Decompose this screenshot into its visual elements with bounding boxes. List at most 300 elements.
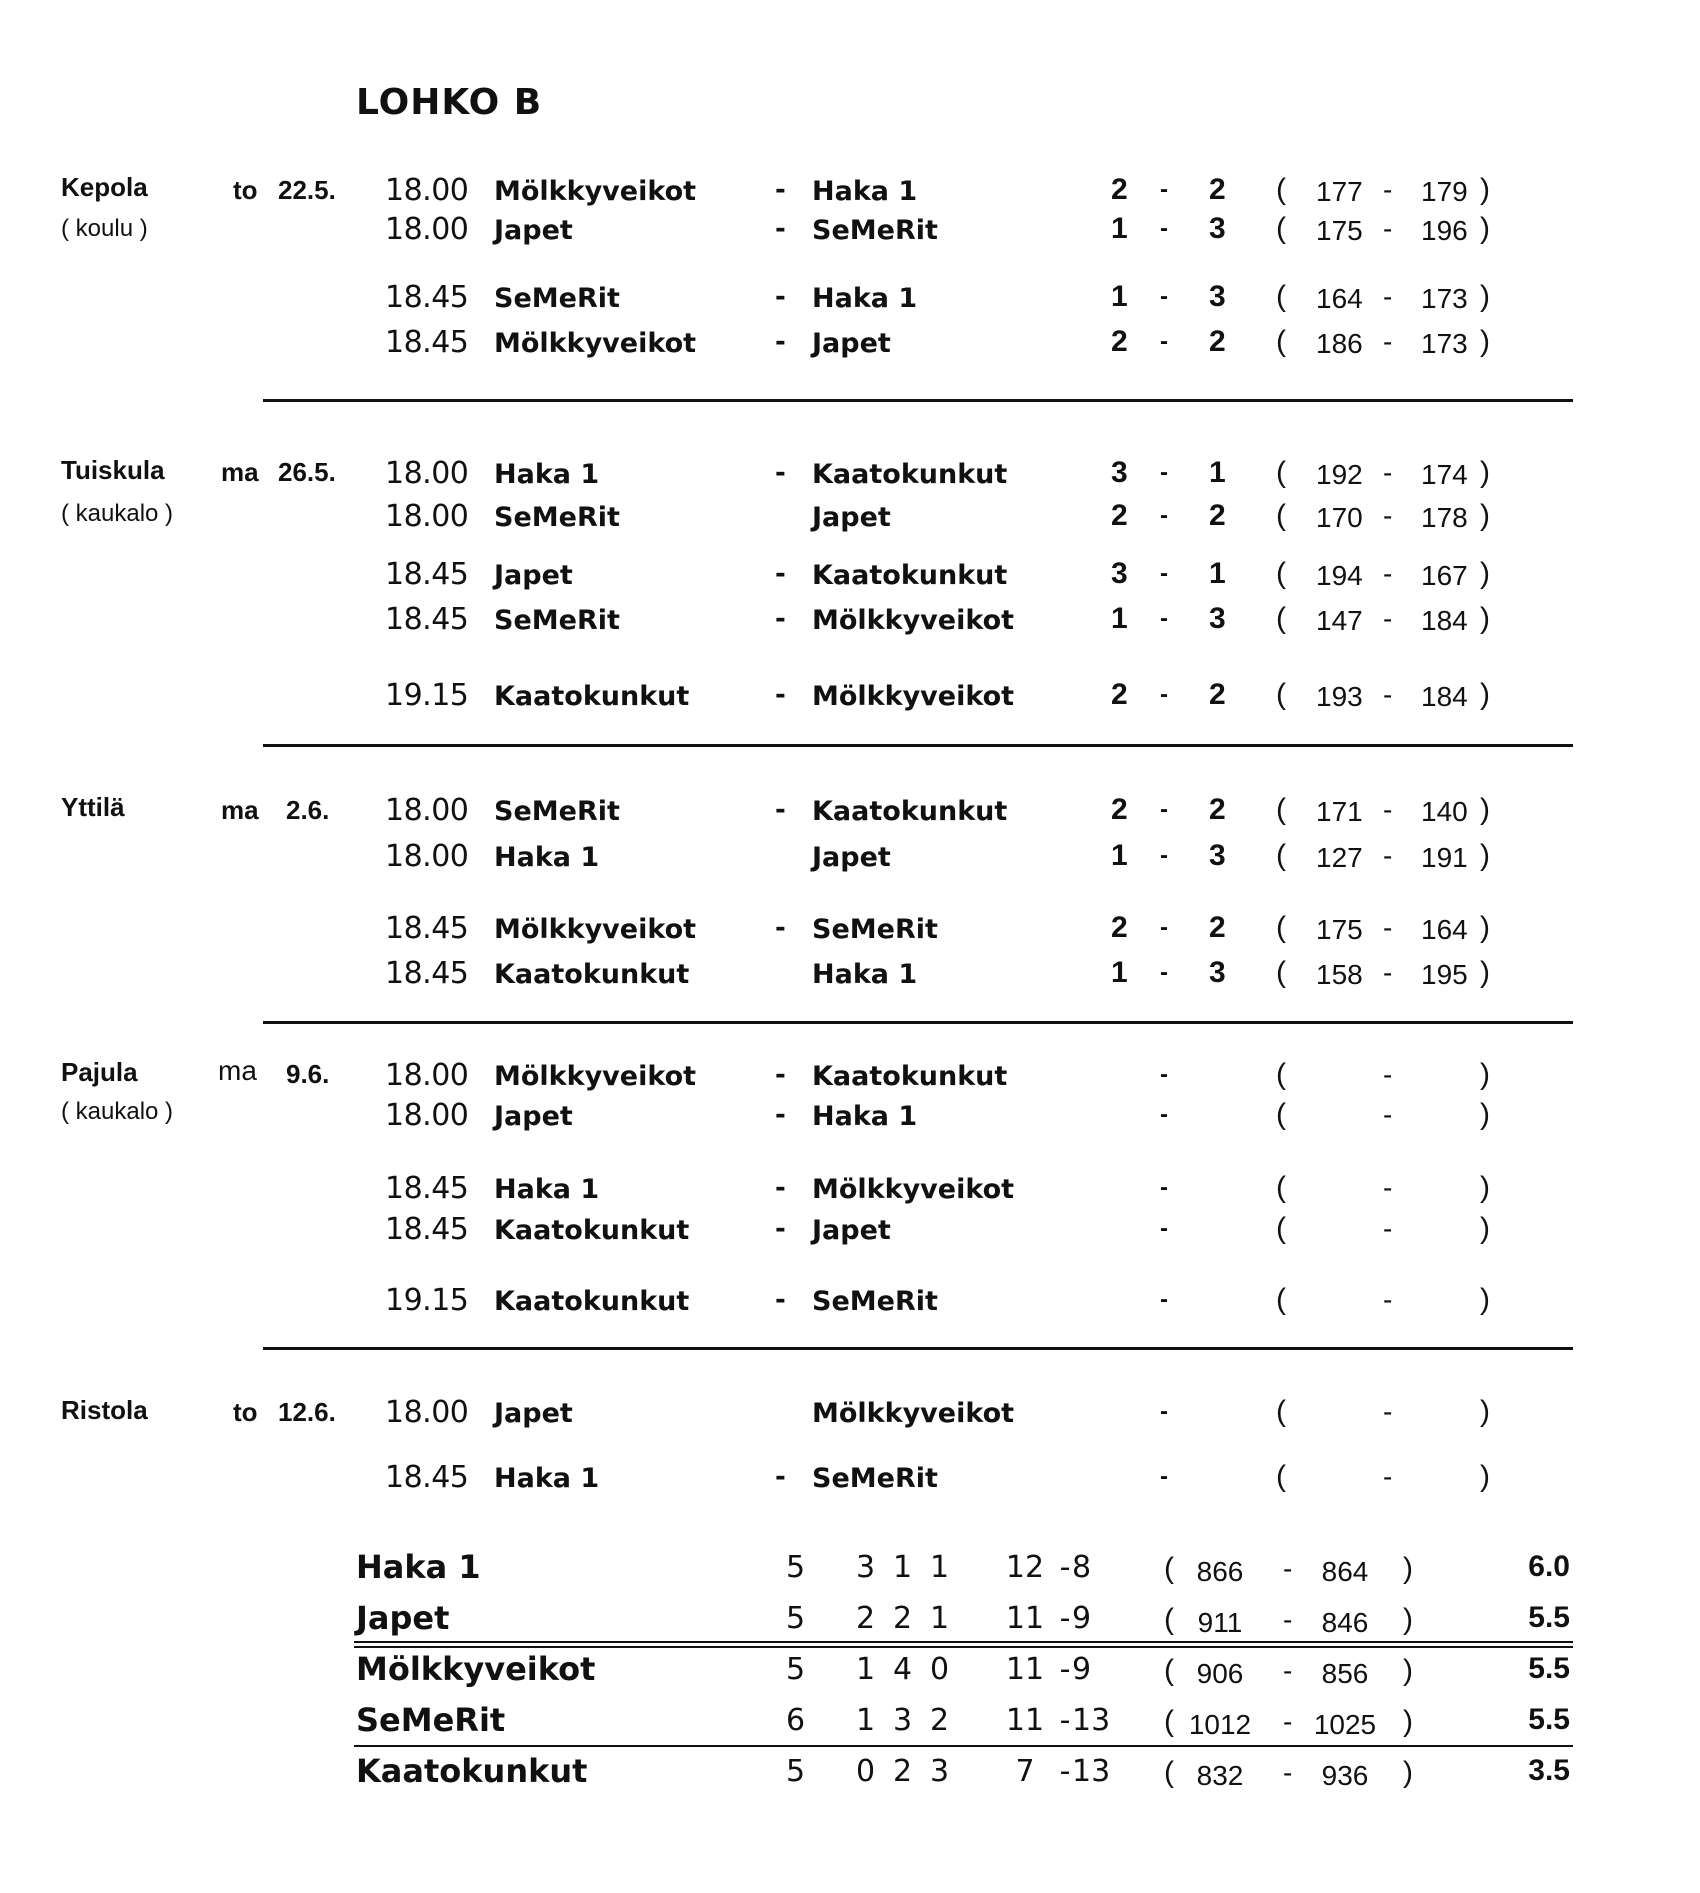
score-separator: - [1160, 283, 1168, 310]
paren-open: ( [1276, 1212, 1286, 1245]
match-time: 18.45 [385, 557, 469, 592]
team-separator: - [775, 1214, 786, 1244]
venue-note: ( kaukalo ) [61, 500, 174, 527]
games-separator: - [1059, 1550, 1071, 1585]
away-team: Mölkkyveikot [812, 681, 1015, 712]
paren-close: ) [1480, 1460, 1490, 1493]
score-separator: - [1160, 215, 1168, 242]
score-home: 2 [1111, 793, 1128, 826]
venue-name: Yttilä [61, 792, 125, 822]
points-separator: - [1383, 1461, 1393, 1492]
points-away: 179 [1421, 176, 1468, 207]
home-team: Haka 1 [494, 1463, 600, 1494]
games-for: 12 [1005, 1550, 1045, 1585]
points-home: 177 [1316, 176, 1363, 207]
score-away: 3 [1209, 602, 1226, 635]
match-time: 18.45 [385, 325, 469, 360]
games-separator: - [1059, 1652, 1071, 1687]
team-separator: - [775, 604, 786, 634]
games-against: 13 [1072, 1703, 1111, 1738]
points-away: 140 [1421, 796, 1468, 827]
points-separator: - [1383, 1172, 1393, 1203]
team-separator: - [775, 559, 786, 589]
match-time: 18.00 [385, 212, 469, 247]
score-away: 2 [1209, 911, 1226, 944]
stat-losses: 2 [930, 1703, 950, 1738]
score-separator: - [1160, 1061, 1168, 1088]
stat-losses: 0 [930, 1652, 950, 1687]
points-away: 184 [1421, 681, 1468, 712]
games-against: 8 [1072, 1550, 1092, 1585]
points-home: 158 [1316, 959, 1363, 990]
home-team: Kaatokunkut [494, 681, 690, 712]
team-separator: - [775, 175, 786, 205]
weekday: to [233, 1397, 258, 1427]
home-team: Japet [494, 1101, 573, 1132]
paren-open: ( [1164, 1756, 1174, 1789]
points-separator: - [1383, 794, 1393, 825]
section-divider [263, 1347, 1573, 1350]
paren-open: ( [1276, 911, 1286, 944]
points-away: 173 [1421, 328, 1468, 359]
match-time: 19.15 [385, 678, 469, 713]
paren-close: ) [1480, 678, 1490, 711]
total-points: 5.5 [1528, 1703, 1570, 1736]
home-team: Japet [494, 1398, 573, 1429]
score-separator: - [1160, 1101, 1168, 1128]
home-team: Haka 1 [494, 842, 600, 873]
away-team: Japet [812, 1215, 891, 1246]
team-name: Japet [356, 1599, 450, 1637]
match-time: 18.45 [385, 602, 469, 637]
home-team: SeMeRit [494, 796, 620, 827]
games-for: 11 [1005, 1652, 1045, 1687]
away-team: Haka 1 [812, 283, 918, 314]
total-points: 5.5 [1528, 1601, 1570, 1634]
away-team: SeMeRit [812, 1286, 938, 1317]
points-separator: - [1383, 174, 1393, 205]
score-away: 3 [1209, 280, 1226, 313]
home-team: Kaatokunkut [494, 959, 690, 990]
match-time: 18.00 [385, 173, 469, 208]
score-separator: - [1160, 681, 1168, 708]
paren-open: ( [1276, 173, 1286, 206]
team-separator: - [775, 282, 786, 312]
standings-divider [354, 1646, 1573, 1648]
points-separator: - [1383, 1284, 1393, 1315]
venue-name: Kepola [61, 172, 148, 202]
points-separator: - [1383, 457, 1393, 488]
total-points: 6.0 [1528, 1550, 1570, 1583]
games-for: 11 [1005, 1601, 1045, 1636]
team-name: SeMeRit [356, 1701, 506, 1739]
games-against: 13 [1072, 1754, 1111, 1789]
paren-open: ( [1276, 678, 1286, 711]
paren-close: ) [1480, 1058, 1490, 1091]
paren-open: ( [1164, 1705, 1174, 1738]
score-home: 2 [1111, 678, 1128, 711]
paren-close: ) [1480, 280, 1490, 313]
home-team: Japet [494, 215, 573, 246]
score-home: 1 [1111, 280, 1128, 313]
score-separator: - [1160, 459, 1168, 486]
away-team: SeMeRit [812, 1463, 938, 1494]
paren-close: ) [1480, 602, 1490, 635]
score-away: 3 [1209, 212, 1226, 245]
match-time: 19.15 [385, 1283, 469, 1318]
paren-close: ) [1480, 212, 1490, 245]
score-away: 2 [1209, 499, 1226, 532]
paren-close: ) [1480, 1395, 1490, 1428]
paren-open: ( [1276, 280, 1286, 313]
team-separator: - [775, 795, 786, 825]
team-separator: - [775, 913, 786, 943]
match-time: 18.45 [385, 280, 469, 315]
points-against: 936 [1321, 1760, 1369, 1791]
score-separator: - [1160, 1215, 1168, 1242]
score-separator: - [1160, 796, 1168, 823]
points-separator: - [1383, 912, 1393, 943]
points-against: 864 [1321, 1556, 1369, 1587]
score-separator: - [1160, 502, 1168, 529]
score-separator: - [1160, 959, 1168, 986]
total-points: 5.5 [1528, 1652, 1570, 1685]
points-home: 171 [1316, 796, 1363, 827]
points-separator: - [1383, 326, 1393, 357]
team-separator: - [775, 458, 786, 488]
stat-wins: 1 [856, 1703, 876, 1738]
paren-close: ) [1480, 499, 1490, 532]
match-date: 2.6. [286, 795, 330, 825]
paren-close: ) [1480, 1212, 1490, 1245]
match-date: 9.6. [286, 1059, 330, 1089]
match-date: 12.6. [278, 1397, 336, 1427]
points-home: 147 [1316, 605, 1363, 636]
match-time: 18.45 [385, 1171, 469, 1206]
stat-played: 5 [786, 1601, 806, 1636]
stat-draws: 1 [893, 1550, 913, 1585]
team-separator: - [775, 1060, 786, 1090]
points-separator: - [1383, 1396, 1393, 1427]
score-away: 3 [1209, 839, 1226, 872]
points-home: 170 [1316, 502, 1363, 533]
stat-wins: 1 [856, 1652, 876, 1687]
stat-played: 5 [786, 1754, 806, 1789]
paren-open: ( [1276, 1395, 1286, 1428]
points-away: 167 [1421, 560, 1468, 591]
points-for: 906 [1196, 1658, 1244, 1689]
points-away: 195 [1421, 959, 1468, 990]
points-away: 196 [1421, 215, 1468, 246]
stat-draws: 2 [893, 1754, 913, 1789]
team-separator: - [775, 1462, 786, 1492]
score-away: 2 [1209, 678, 1226, 711]
points-away: 173 [1421, 283, 1468, 314]
paren-close: ) [1480, 1283, 1490, 1316]
score-separator: - [1160, 914, 1168, 941]
home-team: Mölkkyveikot [494, 1061, 697, 1092]
match-time: 18.45 [385, 956, 469, 991]
weekday: ma [221, 795, 259, 825]
home-team: Haka 1 [494, 1174, 600, 1205]
paren-open: ( [1164, 1552, 1174, 1585]
points-home: 192 [1316, 459, 1363, 490]
stat-wins: 0 [856, 1754, 876, 1789]
home-team: Kaatokunkut [494, 1286, 690, 1317]
games-for: 7 [1015, 1754, 1035, 1789]
points-for: 911 [1197, 1607, 1243, 1638]
away-team: Kaatokunkut [812, 796, 1008, 827]
paren-close: ) [1480, 456, 1490, 489]
points-against: 1025 [1313, 1709, 1377, 1740]
paren-close: ) [1480, 839, 1490, 872]
venue-note: ( koulu ) [61, 215, 148, 242]
home-team: Mölkkyveikot [494, 176, 697, 207]
home-team: Japet [494, 560, 573, 591]
stat-draws: 4 [893, 1652, 913, 1687]
points-separator: - [1383, 1099, 1393, 1130]
score-separator: - [1160, 1286, 1168, 1313]
paren-open: ( [1276, 325, 1286, 358]
page-title: LOHKO B [356, 82, 543, 123]
match-time: 18.00 [385, 839, 469, 874]
points-separator: - [1383, 840, 1393, 871]
games-against: 9 [1072, 1652, 1092, 1687]
paren-open: ( [1276, 212, 1286, 245]
paren-close: ) [1403, 1603, 1413, 1636]
match-time: 18.00 [385, 793, 469, 828]
points-away: 191 [1421, 842, 1468, 873]
points-away: 164 [1421, 914, 1468, 945]
home-team: Haka 1 [494, 459, 600, 490]
paren-open: ( [1276, 602, 1286, 635]
points-home: 127 [1316, 842, 1363, 873]
stat-wins: 3 [856, 1550, 876, 1585]
venue-name: Tuiskula [61, 455, 165, 485]
away-team: Haka 1 [812, 959, 918, 990]
stat-draws: 2 [893, 1601, 913, 1636]
away-team: Mölkkyveikot [812, 1398, 1015, 1429]
points-home: 193 [1316, 681, 1363, 712]
paren-open: ( [1164, 1654, 1174, 1687]
score-home: 1 [1111, 212, 1128, 245]
home-team: Mölkkyveikot [494, 328, 697, 359]
stat-draws: 3 [893, 1703, 913, 1738]
team-separator: - [775, 1285, 786, 1315]
paren-open: ( [1276, 793, 1286, 826]
match-date: 22.5. [278, 175, 336, 205]
score-separator: - [1160, 1398, 1168, 1425]
points-home: 175 [1316, 215, 1363, 246]
team-separator: - [775, 1100, 786, 1130]
games-against: 9 [1072, 1601, 1092, 1636]
paren-close: ) [1403, 1756, 1413, 1789]
away-team: Japet [812, 842, 891, 873]
stat-played: 6 [786, 1703, 806, 1738]
paren-close: ) [1480, 325, 1490, 358]
games-for: 11 [1005, 1703, 1045, 1738]
score-separator: - [1160, 176, 1168, 203]
points-home: 194 [1316, 560, 1363, 591]
points-away: 178 [1421, 502, 1468, 533]
score-away: 3 [1209, 956, 1226, 989]
venue-name: Pajula [61, 1057, 138, 1087]
paren-close: ) [1403, 1552, 1413, 1585]
home-team: SeMeRit [494, 502, 620, 533]
score-away: 2 [1209, 325, 1226, 358]
away-team: SeMeRit [812, 914, 938, 945]
score-away: 1 [1209, 557, 1226, 590]
points-separator: - [1383, 679, 1393, 710]
score-home: 2 [1111, 911, 1128, 944]
team-name: Mölkkyveikot [356, 1650, 596, 1688]
games-separator: - [1059, 1754, 1071, 1789]
match-time: 18.00 [385, 1058, 469, 1093]
section-divider [263, 744, 1573, 747]
home-team: Kaatokunkut [494, 1215, 690, 1246]
paren-close: ) [1480, 911, 1490, 944]
stat-losses: 1 [930, 1550, 950, 1585]
stat-wins: 2 [856, 1601, 876, 1636]
games-separator: - [1059, 1703, 1071, 1738]
away-team: Mölkkyveikot [812, 605, 1015, 636]
points-for: 832 [1196, 1760, 1244, 1791]
stat-losses: 3 [930, 1754, 950, 1789]
points-home: 175 [1316, 914, 1363, 945]
away-team: Haka 1 [812, 176, 918, 207]
points-for: 866 [1196, 1556, 1244, 1587]
score-home: 1 [1111, 956, 1128, 989]
points-separator: - [1383, 558, 1393, 589]
away-team: Japet [812, 328, 891, 359]
team-separator: - [775, 680, 786, 710]
stat-played: 5 [786, 1550, 806, 1585]
points-separator: - [1383, 1059, 1393, 1090]
points-home: 186 [1316, 328, 1363, 359]
match-time: 18.45 [385, 911, 469, 946]
away-team: SeMeRit [812, 215, 938, 246]
paren-open: ( [1276, 1058, 1286, 1091]
standings-divider [354, 1641, 1573, 1643]
points-away: 184 [1421, 605, 1468, 636]
paren-open: ( [1276, 1098, 1286, 1131]
games-separator: - [1059, 1601, 1071, 1636]
match-time: 18.45 [385, 1460, 469, 1495]
paren-open: ( [1276, 1460, 1286, 1493]
score-separator: - [1160, 1463, 1168, 1490]
home-team: Mölkkyveikot [494, 914, 697, 945]
score-home: 2 [1111, 499, 1128, 532]
venue-note: ( kaukalo ) [61, 1098, 174, 1125]
paren-open: ( [1276, 557, 1286, 590]
match-time: 18.00 [385, 1098, 469, 1133]
score-away: 1 [1209, 456, 1226, 489]
points-separator: - [1383, 1213, 1393, 1244]
away-team: Haka 1 [812, 1101, 918, 1132]
stat-played: 5 [786, 1652, 806, 1687]
points-separator: - [1283, 1706, 1293, 1737]
paren-open: ( [1276, 456, 1286, 489]
points-against: 846 [1321, 1607, 1369, 1638]
away-team: Kaatokunkut [812, 560, 1008, 591]
weekday: ma [221, 457, 259, 487]
standings-divider [354, 1745, 1573, 1747]
venue-name: Ristola [61, 1395, 148, 1425]
away-team: Kaatokunkut [812, 459, 1008, 490]
points-separator: - [1383, 957, 1393, 988]
points-for: 1012 [1188, 1709, 1252, 1740]
match-time: 18.00 [385, 456, 469, 491]
paren-open: ( [1276, 1171, 1286, 1204]
team-separator: - [775, 1173, 786, 1203]
paren-close: ) [1480, 956, 1490, 989]
points-separator: - [1283, 1604, 1293, 1635]
paren-close: ) [1403, 1705, 1413, 1738]
score-home: 1 [1111, 602, 1128, 635]
points-separator: - [1383, 281, 1393, 312]
weekday: ma [218, 1055, 257, 1086]
paren-close: ) [1480, 173, 1490, 206]
weekday: to [233, 175, 258, 205]
match-date: 26.5. [278, 457, 336, 487]
score-home: 2 [1111, 325, 1128, 358]
paren-close: ) [1403, 1654, 1413, 1687]
section-divider [263, 1021, 1573, 1024]
section-divider [263, 399, 1573, 402]
score-separator: - [1160, 842, 1168, 869]
paren-close: ) [1480, 793, 1490, 826]
match-time: 18.00 [385, 499, 469, 534]
total-points: 3.5 [1528, 1754, 1570, 1787]
paren-open: ( [1276, 956, 1286, 989]
away-team: Mölkkyveikot [812, 1174, 1015, 1205]
team-name: Haka 1 [356, 1548, 481, 1586]
paren-close: ) [1480, 1171, 1490, 1204]
team-separator: - [775, 214, 786, 244]
paren-close: ) [1480, 557, 1490, 590]
points-separator: - [1283, 1757, 1293, 1788]
score-away: 2 [1209, 793, 1226, 826]
points-separator: - [1383, 500, 1393, 531]
paren-open: ( [1276, 839, 1286, 872]
points-separator: - [1383, 603, 1393, 634]
score-home: 3 [1111, 456, 1128, 489]
stat-losses: 1 [930, 1601, 950, 1636]
score-separator: - [1160, 560, 1168, 587]
points-separator: - [1283, 1553, 1293, 1584]
points-home: 164 [1316, 283, 1363, 314]
team-separator: - [775, 327, 786, 357]
paren-open: ( [1164, 1603, 1174, 1636]
score-home: 2 [1111, 173, 1128, 206]
paren-close: ) [1480, 1098, 1490, 1131]
score-separator: - [1160, 328, 1168, 355]
score-home: 3 [1111, 557, 1128, 590]
home-team: SeMeRit [494, 605, 620, 636]
paren-open: ( [1276, 499, 1286, 532]
team-name: Kaatokunkut [356, 1752, 588, 1790]
match-time: 18.45 [385, 1212, 469, 1247]
points-away: 174 [1421, 459, 1468, 490]
score-away: 2 [1209, 173, 1226, 206]
score-separator: - [1160, 1174, 1168, 1201]
points-separator: - [1383, 213, 1393, 244]
away-team: Japet [812, 502, 891, 533]
away-team: Kaatokunkut [812, 1061, 1008, 1092]
home-team: SeMeRit [494, 283, 620, 314]
points-separator: - [1283, 1655, 1293, 1686]
score-separator: - [1160, 605, 1168, 632]
